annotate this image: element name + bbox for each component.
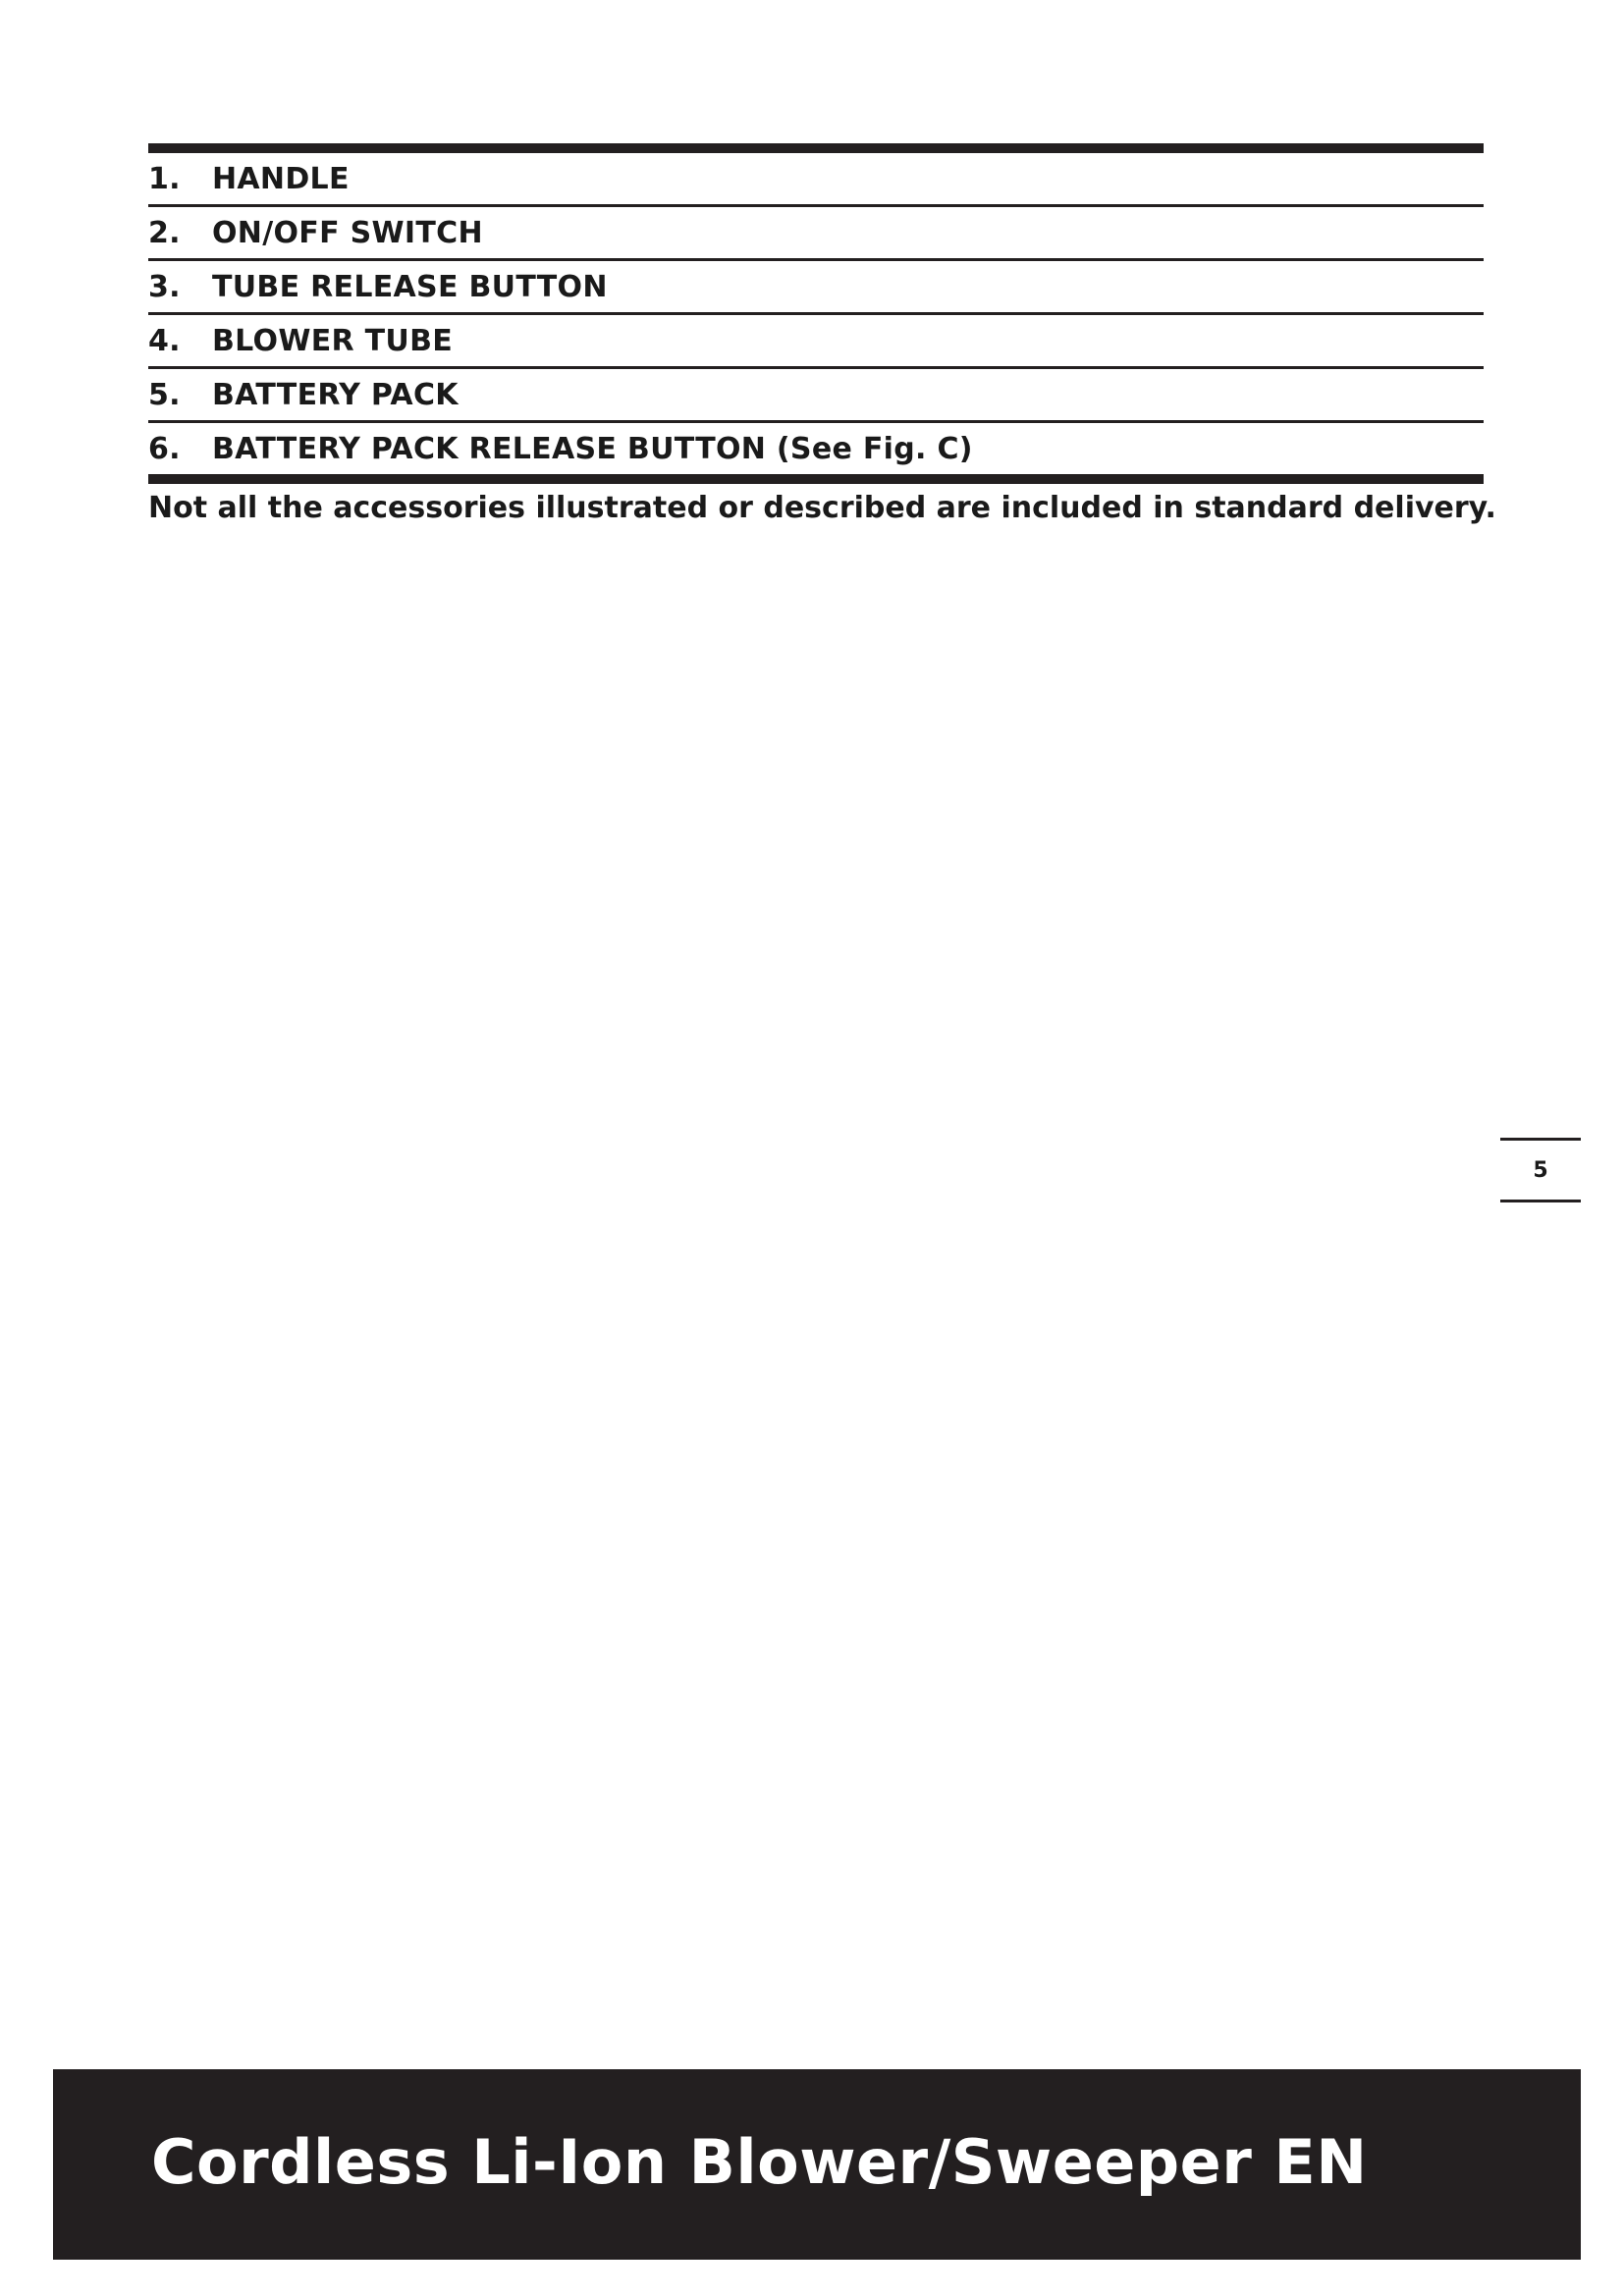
footer-band	[53, 2069, 1581, 2260]
part-number: 6.	[148, 431, 181, 466]
part-row-tube-release-button	[148, 261, 1484, 315]
part-label: TUBE RELEASE BUTTON	[212, 269, 608, 304]
part-number: 3.	[148, 269, 181, 304]
parts-list	[148, 143, 1484, 484]
bottom-rule	[148, 474, 1484, 484]
part-number: 1.	[148, 161, 181, 196]
part-row-on-off-switch	[148, 207, 1484, 261]
part-label: BATTERY PACK RELEASE BUTTON (See Fig. C)	[212, 431, 973, 466]
part-label: HANDLE	[212, 161, 350, 196]
part-number: 2.	[148, 215, 181, 250]
part-row-handle	[148, 153, 1484, 207]
top-rule	[148, 143, 1484, 153]
part-label: ON/OFF SWITCH	[212, 215, 483, 250]
part-label: BATTERY PACK	[212, 377, 459, 412]
part-row-battery-pack	[148, 369, 1484, 423]
footer-title: Cordless Li-Ion Blower/Sweeper EN	[151, 2126, 1368, 2198]
accessories-note: Not all the accessories illustrated or described are included in standard delivery.	[148, 491, 1496, 525]
part-number: 5.	[148, 377, 181, 412]
part-row-blower-tube	[148, 315, 1484, 369]
part-label: BLOWER TUBE	[212, 323, 454, 358]
page-number: 5	[1500, 1138, 1581, 1202]
part-row-battery-pack-release-button	[148, 423, 1484, 474]
part-number: 4.	[148, 323, 181, 358]
